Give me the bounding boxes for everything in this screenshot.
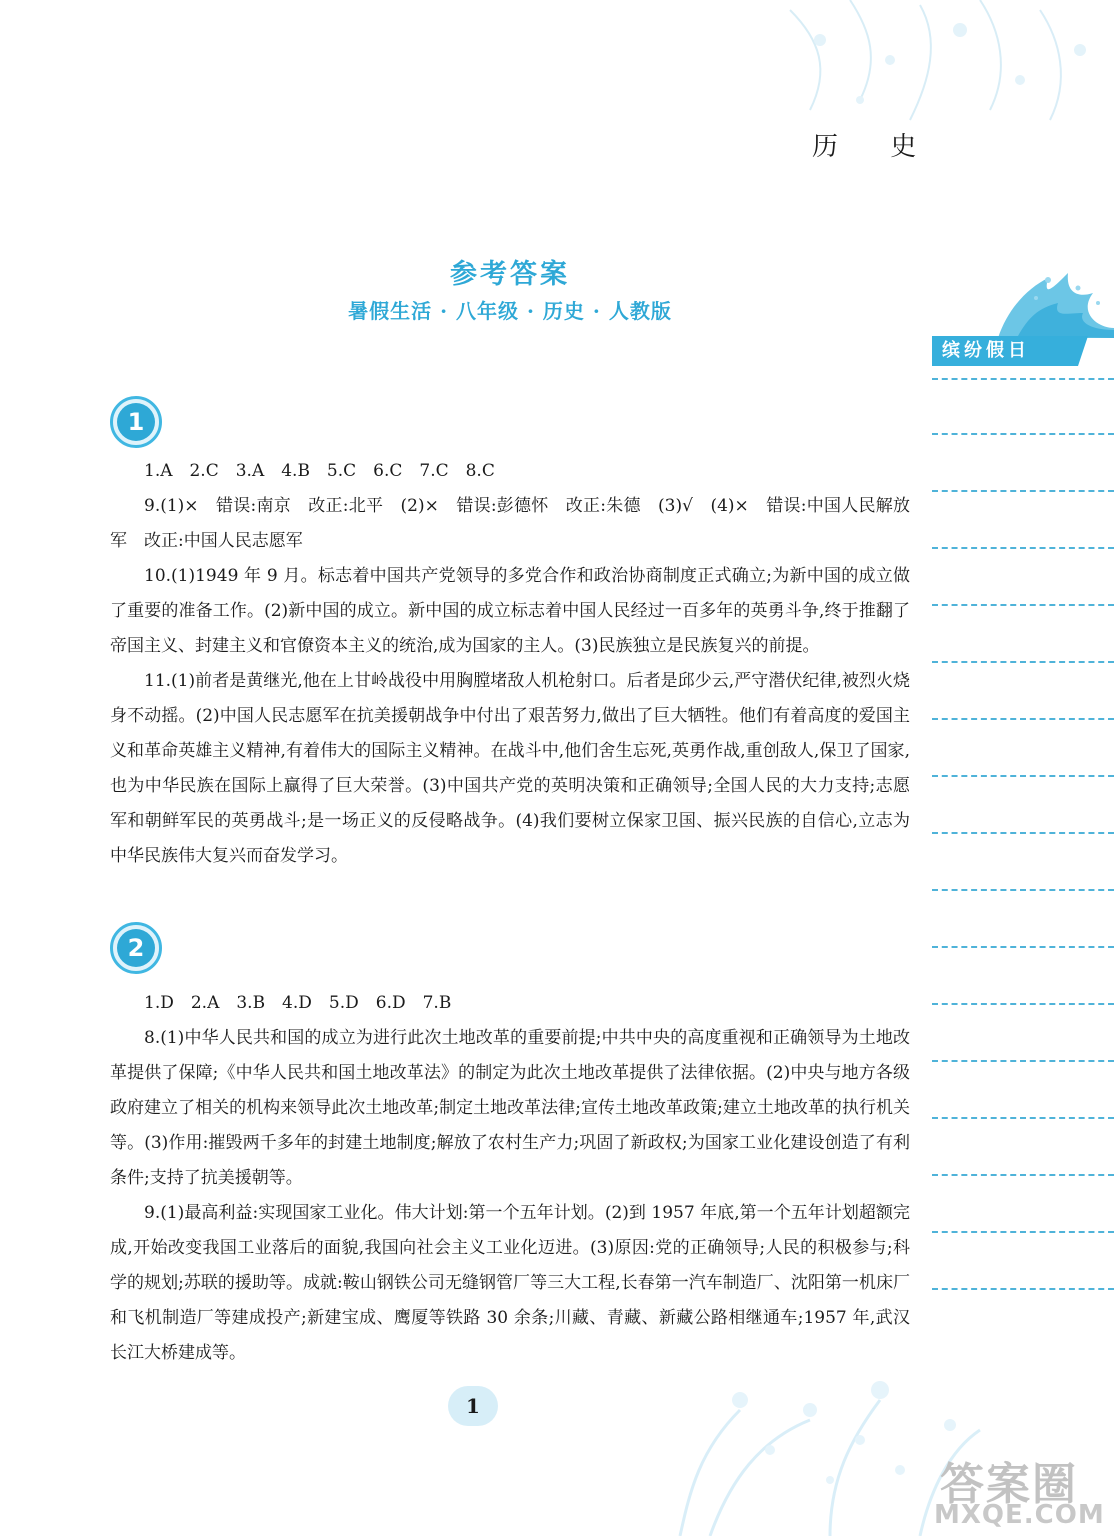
note-line — [932, 1003, 1114, 1005]
note-line — [932, 378, 1114, 380]
note-line — [932, 775, 1114, 777]
note-line — [932, 1288, 1114, 1290]
note-line — [932, 604, 1114, 606]
answer-paragraph: 10.(1)1949 年 9 月。标志着中国共产党领导的多党合作和政治协商制度正式确立;为新中国的成立做了重要的准备工作。(2)新中国的成立。新中国的成立标志着中国人民经过一百多年的英勇斗争,终于推翻了帝国主义、封建主义和官僚资本主义的统治,成为国家的主人。(3)民族独立是民族复兴的前提。 — [110, 566, 910, 656]
section-number-badge — [110, 922, 162, 974]
page-number: 1 — [448, 1386, 498, 1426]
subject-header: 历 史 — [812, 132, 939, 162]
page-title: 参考答案 — [450, 259, 570, 290]
note-line — [932, 832, 1114, 834]
section-number: 2 — [117, 929, 155, 967]
section-number: 1 — [117, 403, 155, 441]
watermark — [930, 1448, 1110, 1534]
section-1-answers — [110, 454, 910, 874]
note-line — [932, 718, 1114, 720]
note-line — [932, 1231, 1114, 1233]
answer-paragraph: 1.D 2.A 3.B 4.D 5.D 6.D 7.B — [144, 993, 452, 1013]
answer-paragraph: 9.(1)最高利益:实现国家工业化。伟大计划:第一个五年计划。(2)到 1957 年底,第一个五年计划超额完成,开始改变我国工业落后的面貌,我国向社会主义工业化迈进。(3)原因:党的正确领导;人民的积极参与;科学的规划;苏联的援助等。成就:鞍山钢铁公司无缝钢管厂等三大工程,长春第一汽车制造厂、沈阳第一机床厂和飞机制造厂等建成投产;新建宝成、鹰厦等铁路 30 余条;川藏、青藏、新藏公路相继通车;1957 年,武汉长江大桥建成等。 — [110, 1203, 910, 1363]
note-line — [932, 1117, 1114, 1119]
watermark-logo-text: 答案圈 — [940, 1459, 1078, 1510]
answer-paragraph: 11.(1)前者是黄继光,他在上甘岭战役中用胸膛堵敌人机枪射口。后者是邱少云,严守潜伏纪律,被烈火烧身不动摇。(2)中国人民志愿军在抗美援朝战争中付出了艰苦努力,做出了巨大牺牲。他们有着高度的爱国主义和革命英雄主义精神,有着伟大的国际主义精神。在战斗中,他们舍生忘死,英勇作战,重创敌人,保卫了国家,也为中华民族在国际上赢得了巨大荣誉。(3)中国共产党的英明决策和正确领导;全国人民的大力支持;志愿军和朝鲜军民的英勇战斗;是一场正义的反侵略战争。(4)我们要树立保家卫国、振兴民族的自信心,立志为中华民族伟大复兴而奋发学习。 — [110, 671, 910, 866]
answer-paragraph: 1.A 2.C 3.A 4.B 5.C 6.C 7.C 8.C — [144, 461, 495, 481]
note-line — [932, 946, 1114, 948]
note-line — [932, 490, 1114, 492]
page-subtitle: 暑假生活 · 八年级 · 历史 · 人教版 — [348, 299, 672, 323]
note-line — [932, 1174, 1114, 1176]
section-2-answers — [110, 986, 910, 1371]
watermark-url: MXQE.COM — [934, 1500, 1105, 1530]
top-splash-decoration — [760, 0, 1114, 130]
answer-paragraph: 9.(1)× 错误:南京 改正:北平 (2)× 错误:彭德怀 改正:朱德 (3)√ (4)× 错误:中国人民解放军 改正:中国人民志愿军 — [110, 496, 910, 551]
note-line — [932, 547, 1114, 549]
note-line — [932, 1060, 1114, 1062]
note-line — [932, 433, 1114, 435]
answer-paragraph: 8.(1)中华人民共和国的成立为进行此次土地改革的重要前提;中共中央的高度重视和正确领导为土地改革提供了保障;《中华人民共和国土地改革法》的制定为此次土地改革提供了法律依据。(2)中央与地方各级政府建立了相关的机构来领导此次土地改革;制定土地改革法律;宣传土地改革政策;建立土地改革的执行机关等。(3)作用:摧毁两千多年的封建土地制度;解放了农村生产力;巩固了新政权;为国家工业化建设创造了有利条件;支持了抗美援朝等。 — [110, 1028, 910, 1188]
section-number-badge — [110, 396, 162, 448]
side-badge-label: 缤纷假日 — [942, 340, 1030, 361]
note-line — [932, 661, 1114, 663]
note-line — [932, 889, 1114, 891]
